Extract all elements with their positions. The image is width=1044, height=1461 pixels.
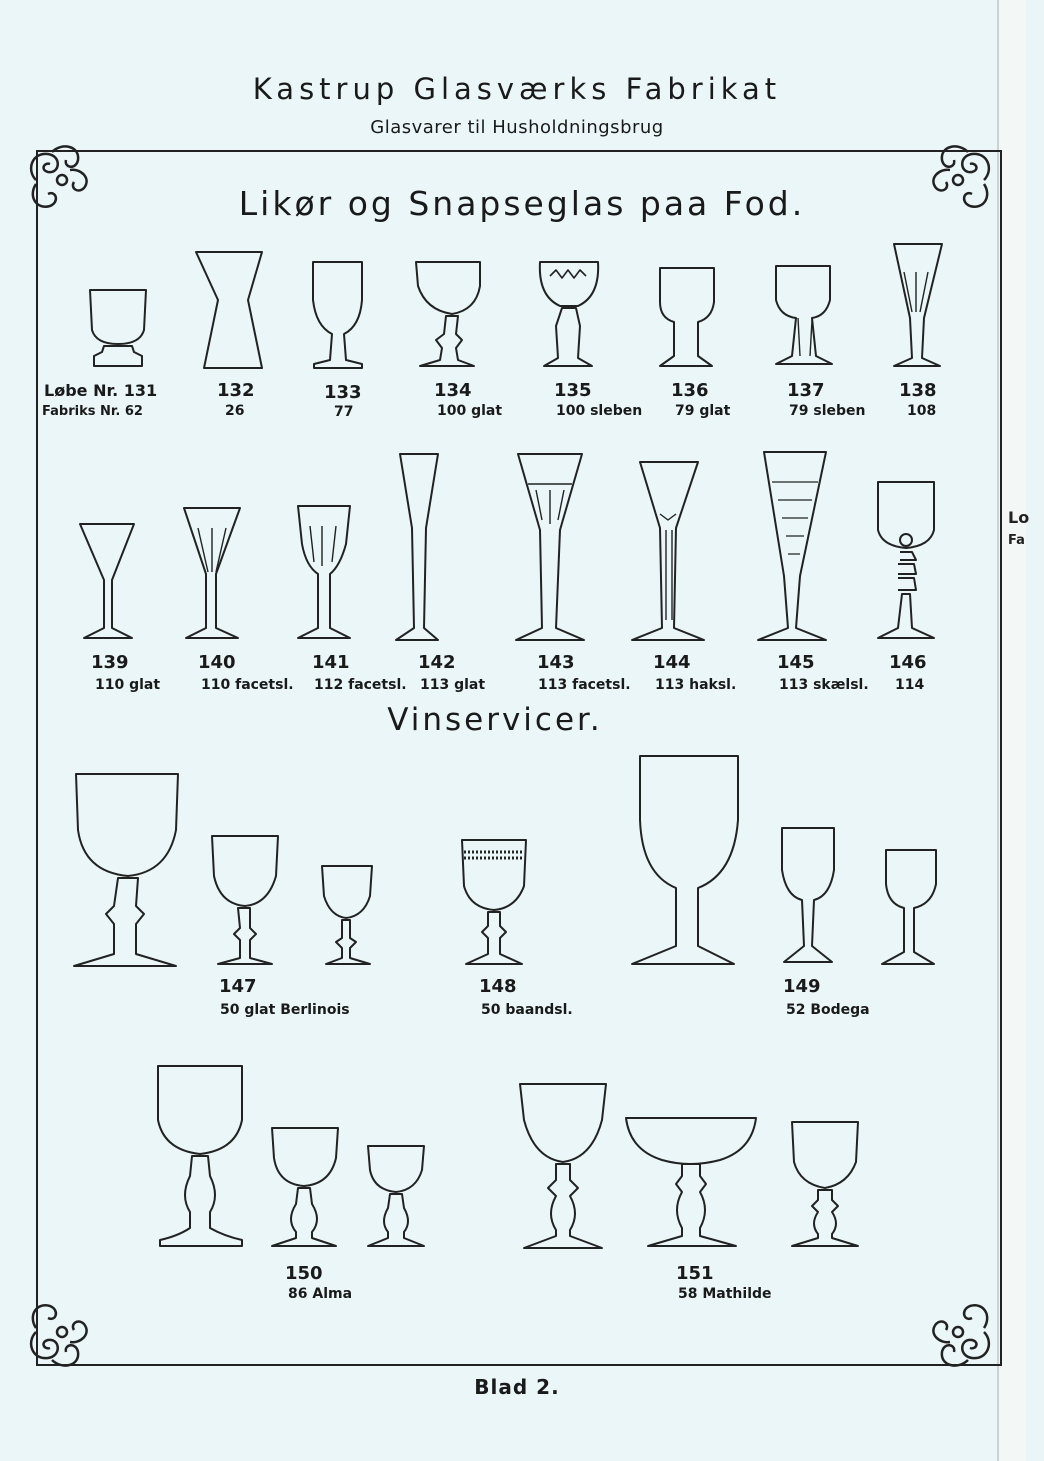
vin-section-title: Vinservicer. [387,702,603,738]
item-number: 141 [312,652,350,673]
item-number: 137 [787,380,825,401]
item-factory-number: 77 [334,404,354,420]
item-factory-number: 50 baandsl. [481,1002,573,1018]
fabriks-nr-label: Fabriks Nr. 62 [42,404,143,419]
item-number: 138 [899,380,937,401]
page-footer: Blad 2. [474,1375,560,1399]
loebe-nr-label: Løbe Nr. 131 [44,381,158,400]
item-number: 143 [537,652,575,673]
item-factory-number: 26 [225,403,245,419]
glass-147-small [322,866,372,964]
glass-143 [516,454,584,640]
item-factory-number: 113 facetsl. [538,677,631,693]
glass-145 [758,452,826,640]
item-number: 150 [285,1263,323,1284]
item-factory-number: 100 sleben [556,403,643,419]
item-factory-number: 113 skælsl. [779,677,869,693]
glass-134 [416,262,480,366]
item-factory-number: 108 [907,403,937,419]
item-number: 149 [783,976,821,997]
glass-149-small [882,850,936,964]
item-number: 134 [434,380,472,401]
item-number: 133 [324,382,362,403]
item-number: 144 [653,652,691,673]
glass-150-large [158,1066,242,1246]
item-number: 139 [91,652,129,673]
item-number: 132 [217,380,255,401]
glass-149-medium [782,828,834,962]
item-factory-number: 79 glat [675,403,731,419]
glass-151-coupe [626,1118,756,1246]
glass-150-medium [272,1128,338,1246]
glass-136 [660,268,714,366]
item-factory-number: 58 Mathilde [678,1286,772,1302]
likor-section-title: Likør og Snapseglas paa Fod. [238,184,806,223]
glass-144 [632,462,704,640]
glass-146 [878,482,934,638]
item-number: 142 [418,652,456,673]
edge-text-2: Fa [1008,533,1025,548]
glass-147-large [74,774,178,966]
glass-148 [462,840,526,964]
glass-137 [776,266,832,364]
item-factory-number: 113 glat [420,677,486,693]
item-number: 140 [198,652,236,673]
glass-132 [196,252,262,368]
glass-141 [298,506,350,638]
item-number: 146 [889,652,927,673]
glass-151-small [792,1122,858,1246]
glass-150-small [368,1146,424,1246]
edge-text-1: Lo [1008,508,1030,527]
glass-149-large [632,756,738,964]
item-factory-number: 50 glat Berlinois [220,1002,350,1018]
glass-147-medium [212,836,278,964]
glass-139 [80,524,134,638]
item-number: 136 [671,380,709,401]
item-factory-number: 113 haksl. [655,677,737,693]
item-factory-number: 79 sleben [789,403,866,419]
page-title: Kastrup Glasværks Fabrikat [252,72,782,106]
item-number: 145 [777,652,815,673]
glass-135 [540,262,598,366]
glass-138 [894,244,942,366]
glass-142 [396,454,438,640]
item-factory-number: 86 Alma [288,1286,353,1302]
item-factory-number: 114 [895,677,925,693]
item-factory-number: 100 glat [437,403,503,419]
item-number: 147 [219,976,257,997]
item-number: 148 [479,976,517,997]
glass-131 [90,290,146,366]
item-factory-number: 110 glat [95,677,161,693]
item-number: 135 [554,380,592,401]
item-number: 151 [676,1263,714,1284]
glass-140 [184,508,240,638]
item-factory-number: 110 facetsl. [201,677,294,693]
item-factory-number: 112 facetsl. [314,677,407,693]
glass-151-large [520,1084,606,1248]
page-subtitle: Glasvarer til Husholdningsbrug [370,117,664,138]
glass-133 [313,262,362,368]
item-factory-number: 52 Bodega [786,1002,870,1018]
